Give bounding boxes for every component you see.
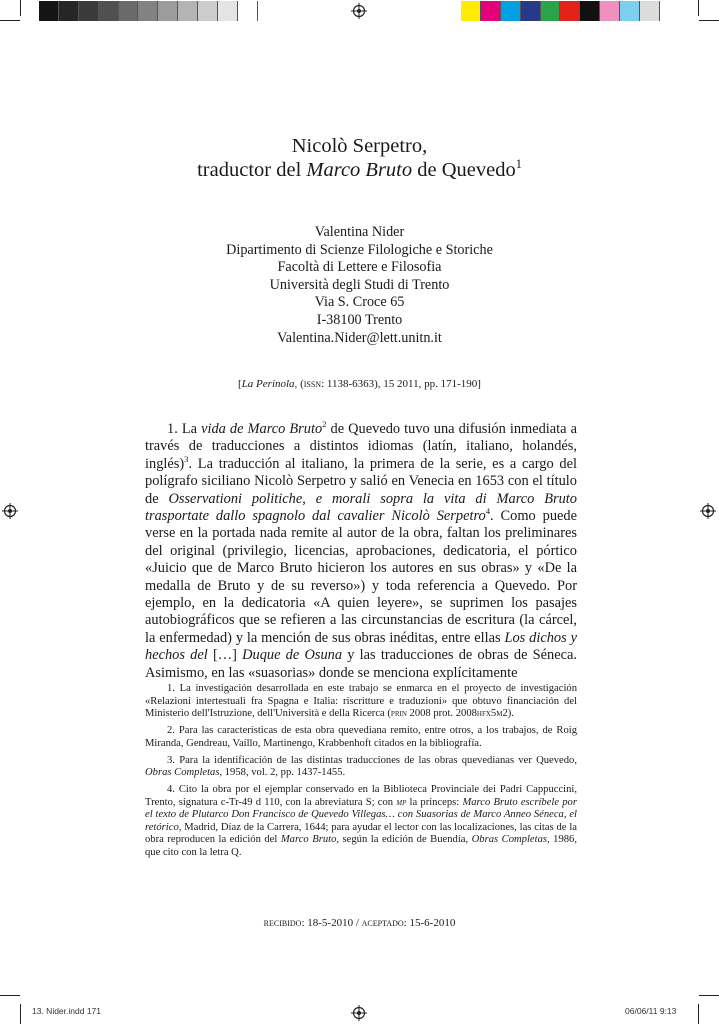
- body-paragraph: [145, 421, 577, 682]
- color-swatch: [79, 1, 99, 21]
- crop-mark: [20, 1004, 21, 1024]
- cmyk-color-bar: [461, 1, 660, 21]
- note-text: 1958, vol. 2, pp. 1437-1455.: [222, 767, 346, 779]
- author-department: Dipartimento di Scienze Filologiche e Storiche: [226, 241, 493, 258]
- color-swatch: [640, 1, 660, 21]
- indd-file-slug: 13. Nider.indd 171: [32, 1006, 101, 1016]
- crop-mark: [699, 20, 719, 21]
- note-smallcaps: mp: [396, 796, 407, 808]
- note-text: 1. La investigación desarrollada en este trabajo se enmarca en el proyecto de investigación «Relazioni intertestuali fra Spagna e Italia: riscritture e traduzioni» que obtuvo financiación del Ministerio dell'Istruzione, dell'Università e della Ricerca (: [145, 683, 577, 720]
- body-italic: Los dichos y hechos del: [145, 629, 577, 664]
- note-text: 1986, que cito con la letra Q.: [145, 834, 577, 859]
- note-text: 3. Para la identificación de las distintas traducciones de las obras quevedianas ver Quevedo,: [167, 754, 577, 766]
- journal-name: La Perinola,: [241, 378, 298, 390]
- note-text: 4. Cito la obra por el ejemplar conservado en la Biblioteca Provinciale dei Padri Cappuccini, Trento, signatura c-Tr-49 d 110, con la abreviatura S; con: [145, 784, 577, 808]
- footnote-3: [145, 755, 577, 780]
- title-text: de Quevedo: [412, 159, 516, 181]
- accepted-label: aceptado:: [361, 917, 407, 929]
- crop-mark: [698, 0, 699, 16]
- registration-mark-icon: [351, 3, 367, 19]
- body-text: . Como puede verse en la portada nada remite al autor de la obra, faltan los preliminares del original (privilegio, licencias, aprobaciones, dedicatoria, el pórtico «Juicio que de Marco Bruto hicieron los autores en sus obras» y «De la medalla de Bruto y de su reverso») y toda referencia a Quevedo. Por ejemplo, en la dedicatoria «A quien leyere», se suprimen los pasajes autobiográficos que se refieren a las circunstancias de escritura (la cárcel, la enfermedad) y la mención de sus obras inéditas, entre ellas: [145, 508, 577, 646]
- received-accepted-dates: [0, 917, 719, 929]
- accepted-date: 15-6-2010: [406, 917, 456, 929]
- footnote-1: [145, 683, 577, 721]
- issn-value: 1138-6363), 15 2011, pp. 171-190]: [324, 378, 481, 390]
- body-text: […]: [207, 647, 243, 664]
- color-swatch: [238, 1, 258, 21]
- color-swatch: [39, 1, 59, 21]
- note-text: Madrid, Díaz de la Carrera, 1644; para ayudar el lector con las localizaciones, las citas de la obra reproducen la edición del: [145, 821, 577, 846]
- color-swatch: [119, 1, 139, 21]
- author-name: Valentina Nider: [314, 224, 405, 240]
- citation-bracket: [: [238, 378, 242, 390]
- journal-citation: [0, 378, 719, 390]
- title-italic-work: Marco Bruto: [306, 159, 413, 181]
- title-text: traductor del: [197, 159, 307, 181]
- color-swatch: [218, 1, 238, 21]
- note-italic: Marco Bruto escríbele por el texto de Plutarco Don Francisco de Quevedo Villegas… con Suasorias de Marco Anneo Séneca, el retórico,: [145, 796, 577, 833]
- color-swatch: [560, 1, 580, 21]
- print-timestamp: 06/06/11 9:13: [625, 1006, 677, 1016]
- crop-mark: [20, 0, 21, 16]
- color-swatch: [620, 1, 640, 21]
- note-text: ).: [507, 708, 514, 720]
- color-swatch: [600, 1, 620, 21]
- title-line-2: [0, 158, 719, 182]
- color-swatch: [158, 1, 178, 21]
- author-email[interactable]: Valentina.Nider@lett.unitn.it: [277, 329, 442, 346]
- note-italic: Marco Bruto,: [280, 834, 340, 846]
- author-faculty: Facoltà di Lettere e Filosofia: [277, 259, 442, 276]
- title-line-1: Nicolò Serpetro,: [291, 135, 428, 157]
- body-italic: Osservationi politiche, e morali sopra la vita di Marco Bruto trasportate dallo spagnolo dal cavalier Nicolò Serpetro: [145, 490, 577, 525]
- registration-mark-icon: [351, 1005, 367, 1021]
- author-city: I-38100 Trento: [316, 311, 403, 328]
- author-block: [0, 224, 719, 347]
- color-swatch: [580, 1, 600, 21]
- grayscale-color-bar: [39, 1, 258, 21]
- color-swatch: [99, 1, 119, 21]
- color-swatch: [198, 1, 218, 21]
- footnote-2: 2. Para las características de esta obra quevediana remito, entre otros, a los trabajos, de Roig Miranda, Gendreau, Vaíllo, Martinengo, Krabbenhoft citados en la bibliografía.: [145, 725, 577, 749]
- footnote-ref: 4: [485, 506, 491, 517]
- registration-mark-icon: [700, 503, 716, 519]
- note-text: 2008 prot. 2008: [406, 708, 477, 720]
- color-swatch: [461, 1, 481, 21]
- author-university: Università degli Studi di Trento: [269, 276, 450, 293]
- received-label: recibido:: [263, 917, 305, 929]
- color-swatch: [59, 1, 79, 21]
- color-swatch: [178, 1, 198, 21]
- footnote-ref: 2: [322, 419, 327, 430]
- crop-mark: [698, 1004, 699, 1024]
- body-text: y las traducciones de obras de Séneca. Asimismo, en las «suasorias» donde se menciona explícitamente: [145, 647, 578, 681]
- body-text: . La traducción al italiano, la primera de la serie, es a cargo del polígrafo siciliano Nicolò Serpetro y salió en Venecia en 1653 con el título de: [145, 455, 577, 507]
- body-text: de Quevedo tuvo una difusión inmediata a través de traducciones a distintos idiomas (latín, italiano, holandés, inglés): [145, 421, 577, 472]
- note-smallcaps: hfx5m2: [476, 708, 508, 720]
- color-swatch: [521, 1, 541, 21]
- note-text: según la edición de Buendía,: [339, 834, 472, 846]
- color-swatch: [138, 1, 158, 21]
- crop-mark: [0, 20, 20, 21]
- article-title: [0, 134, 719, 182]
- color-swatch: [541, 1, 561, 21]
- body-italic: vida de Marco Bruto: [201, 421, 323, 437]
- color-swatch: [501, 1, 521, 21]
- color-swatch: [481, 1, 501, 21]
- footnote-4: [145, 784, 577, 860]
- body-text: 1. La: [167, 421, 202, 437]
- issn-label: (issn:: [297, 378, 325, 390]
- note-smallcaps: prin: [390, 708, 407, 720]
- footnote-ref: 1: [515, 157, 522, 172]
- author-street: Via S. Croce 65: [314, 294, 405, 311]
- footnotes: [145, 683, 577, 864]
- registration-mark-icon: [2, 503, 18, 519]
- received-date: 18-5-2010 /: [304, 917, 362, 929]
- footnote-ref: 3: [184, 454, 189, 465]
- note-italic: Obras Completas,: [471, 834, 550, 846]
- note-italic: Obras Completas,: [145, 767, 223, 779]
- body-italic: Duque de Osuna: [242, 647, 343, 664]
- crop-mark: [0, 995, 20, 996]
- note-text: la princeps:: [406, 796, 463, 808]
- crop-mark: [699, 995, 719, 996]
